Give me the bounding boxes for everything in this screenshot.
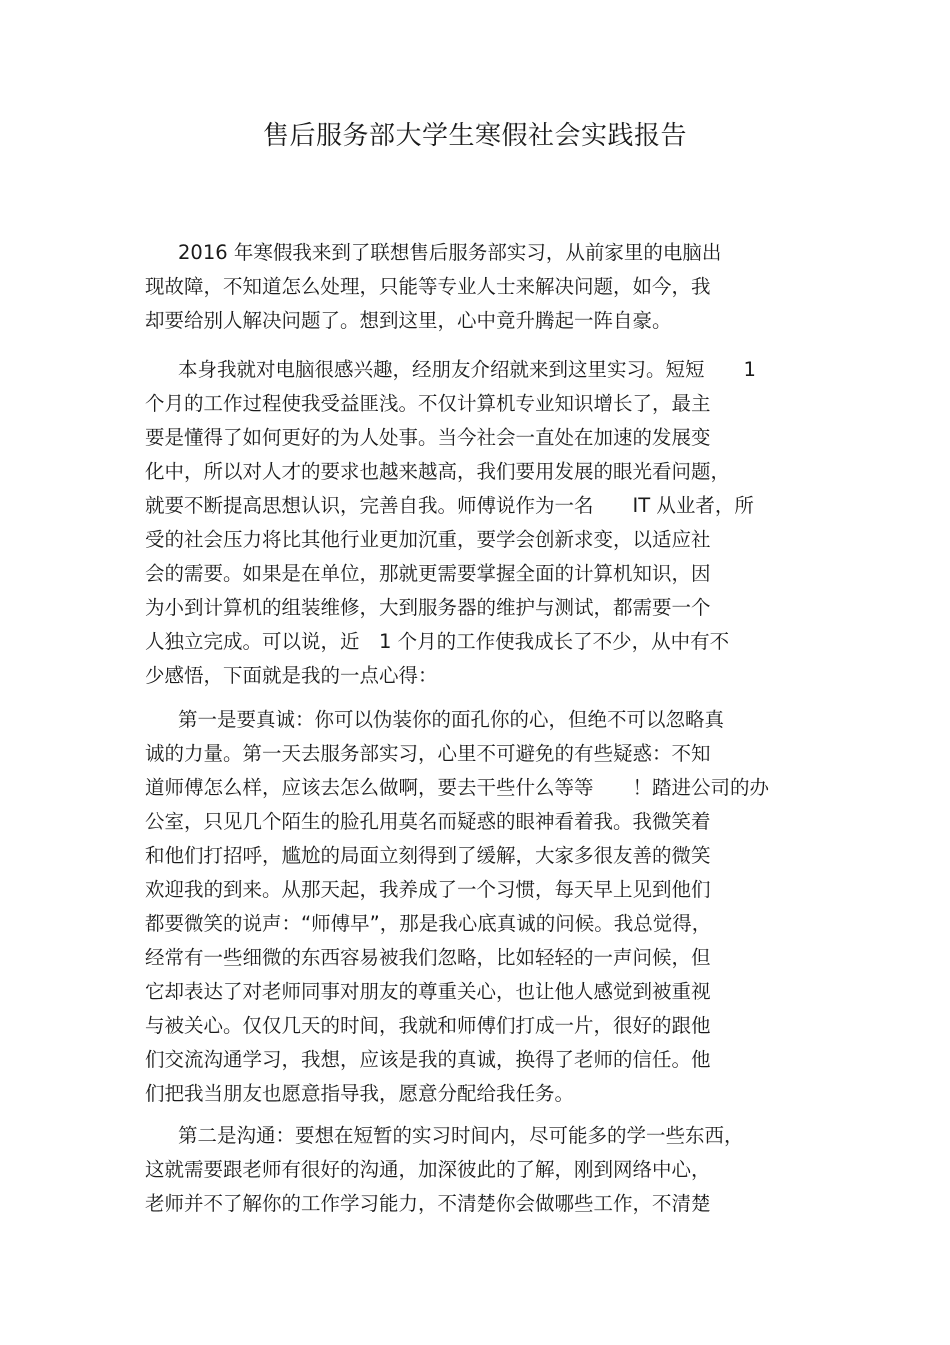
paragraph-line: 第二是沟通：要想在短暂的实习时间内，尽可能多的学一些东西， (178, 1124, 744, 1147)
paragraph-line: 受的社会压力将比其他行业更加沉重，要学会创新求变，以适应社 (145, 528, 711, 551)
paragraph-line: 公室，只见几个陌生的脸孔用莫名而疑惑的眼神看着我。我微笑着 (145, 810, 711, 833)
paragraph-line: 要是懂得了如何更好的为人处事。当今社会一直处在加速的发展变 (145, 426, 711, 449)
paragraph-line: 第一是要真诚：你可以伪装你的面孔你的心，但绝不可以忽略真 (178, 708, 725, 731)
paragraph-4 (145, 1119, 744, 1221)
document-title: 售后服务部大学生寒假社会实践报告 (262, 121, 687, 151)
paragraph-line: 欢迎我的到来。从那天起，我养成了一个习惯，每天早上见到他们 (145, 878, 711, 901)
paragraph-line: 们把我当朋友也愿意指导我，愿意分配给我任务。 (145, 1082, 575, 1105)
paragraph-line: 人独立完成。可以说，近 1 个月的工作使我成长了不少，从中有不 (145, 630, 730, 653)
paragraph-line: 们交流沟通学习，我想，应该是我的真诚，换得了老师的信任。他 (145, 1048, 711, 1071)
paragraph-line: 老师并不了解你的工作学习能力，不清楚你会做哪些工作，不清楚 (145, 1192, 711, 1215)
paragraph-line: 却要给别人解决问题了。想到这里，心中竟升腾起一阵自豪。 (145, 309, 672, 332)
paragraph-line: 道师傅怎么样，应该去怎么做啊，要去干些什么等等 ！踏进公司的办 (145, 776, 770, 799)
paragraph-1 (145, 236, 721, 338)
paragraph-line: 就要不断提高思想认识，完善自我。师傅说作为一名 IT 从业者，所 (145, 494, 754, 517)
paragraph-line: 会的需要。如果是在单位，那就更需要掌握全面的计算机知识，因 (145, 562, 711, 585)
paragraph-line: 本身我就对电脑很感兴趣，经朋友介绍就来到这里实习。短短 1 (178, 358, 756, 381)
paragraph-2 (145, 353, 756, 693)
paragraph-line: 化中，所以对人才的要求也越来越高，我们要用发展的眼光看问题， (145, 460, 731, 483)
paragraph-line: 都要微笑的说声：“师傅早”，那是我心底真诚的问候。我总觉得， (145, 912, 712, 935)
paragraph-line: 经常有一些细微的东西容易被我们忽略，比如轻轻的一声问候，但 (145, 946, 711, 969)
paragraph-line: 少感悟，下面就是我的一点心得： (145, 664, 438, 687)
paragraph-line: 2016 年寒假我来到了联想售后服务部实习，从前家里的电脑出 (178, 241, 722, 264)
paragraph-line: 诚的力量。第一天去服务部实习，心里不可避免的有些疑惑：不知 (145, 742, 711, 765)
paragraph-line: 这就需要跟老师有很好的沟通，加深彼此的了解，刚到网络中心， (145, 1158, 711, 1181)
paragraph-line: 它却表达了对老师同事对朋友的尊重关心，也让他人感觉到被重视 (145, 980, 711, 1003)
paragraph-line: 与被关心。仅仅几天的时间，我就和师傅们打成一片，很好的跟他 (145, 1014, 711, 1037)
paragraph-line: 现故障，不知道怎么处理，只能等专业人士来解决问题，如今，我 (145, 275, 711, 298)
paragraph-line: 为小到计算机的组装维修，大到服务器的维护与测试，都需要一个 (145, 596, 711, 619)
paragraph-3 (145, 703, 769, 1111)
paragraph-line: 个月的工作过程使我受益匪浅。不仅计算机专业知识增长了，最主 (145, 392, 711, 415)
paragraph-line: 和他们打招呼，尴尬的局面立刻得到了缓解，大家多很友善的微笑 (145, 844, 711, 867)
